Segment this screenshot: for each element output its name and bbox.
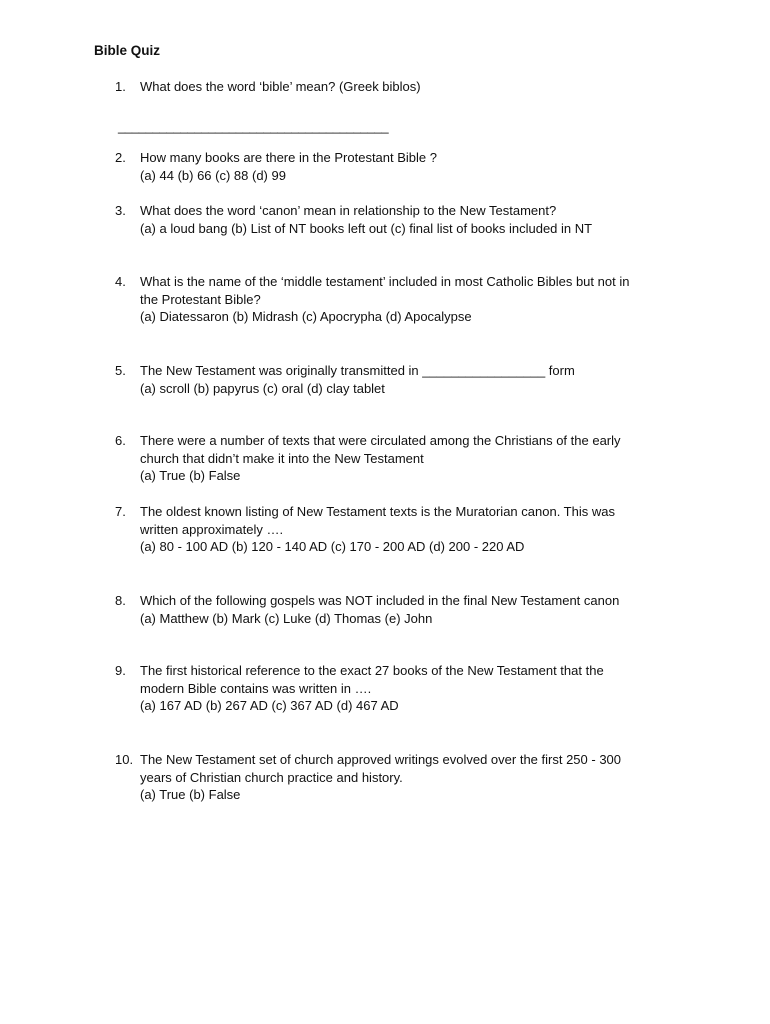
page-title: Bible Quiz <box>94 43 161 58</box>
question-2 <box>115 149 695 184</box>
question-text-continued: years of Christian church practice and history. <box>140 769 403 785</box>
question-10 <box>115 751 695 804</box>
question-number: 2. <box>115 150 126 165</box>
question-line <box>115 273 695 291</box>
answer-options: (a) a loud bang (b) List of NT books left out (c) final list of books included in NT <box>140 220 593 236</box>
question-text: The New Testament set of church approved writings evolved over the first 250 - 300 <box>140 752 622 767</box>
question-4 <box>115 273 695 326</box>
question-number: 4. <box>115 274 126 289</box>
question-number: 10. <box>115 752 134 767</box>
question-text: The first historical reference to the exact 27 books of the New Testament that the <box>140 663 604 678</box>
answer-options: (a) True (b) False <box>140 787 241 803</box>
answer-blank-line: _______________________________________ <box>118 119 389 134</box>
question-number: 8. <box>115 593 126 608</box>
question-line <box>115 592 695 610</box>
question-3 <box>115 202 695 237</box>
question-line <box>115 662 695 680</box>
question-number: 6. <box>115 433 126 448</box>
answer-options: (a) 80 - 100 AD (b) 120 - 140 AD (c) 170 - 200 AD (d) 200 - 220 AD <box>140 539 525 555</box>
question-line <box>115 432 695 450</box>
answer-options: (a) scroll (b) papyrus (c) oral (d) clay tablet <box>140 380 385 396</box>
question-number: 7. <box>115 504 126 519</box>
question-text: What is the name of the ‘middle testament’ included in most Catholic Bibles but not in <box>140 274 630 289</box>
question-5 <box>115 362 695 397</box>
question-line <box>115 503 695 521</box>
question-text: The oldest known listing of New Testament texts is the Muratorian canon. This was <box>140 504 615 519</box>
question-text-continued: written approximately …. <box>140 521 284 537</box>
answer-options: (a) 167 AD (b) 267 AD (c) 367 AD (d) 467 AD <box>140 698 399 714</box>
question-line <box>115 202 695 220</box>
question-text: There were a number of texts that were circulated among the Christians of the early <box>140 433 621 448</box>
question-text: Which of the following gospels was NOT included in the final New Testament canon <box>140 593 620 608</box>
question-line <box>115 362 695 380</box>
question-9 <box>115 662 695 715</box>
question-text-continued: the Protestant Bible? <box>140 291 261 307</box>
question-7 <box>115 503 695 556</box>
question-number: 1. <box>115 79 126 94</box>
question-number: 3. <box>115 203 126 218</box>
question-text: How many books are there in the Protestant Bible ? <box>140 150 437 165</box>
question-line <box>115 149 695 167</box>
question-1 <box>115 78 695 96</box>
question-text: The New Testament was originally transmitted in _________________ form <box>140 363 575 378</box>
answer-options: (a) 44 (b) 66 (c) 88 (d) 99 <box>140 167 286 183</box>
question-text: What does the word ‘bible’ mean? (Greek biblos) <box>140 79 421 94</box>
answer-options: (a) True (b) False <box>140 468 241 484</box>
question-8 <box>115 592 695 627</box>
question-number: 9. <box>115 663 126 678</box>
question-text: What does the word ‘canon’ mean in relationship to the New Testament? <box>140 203 557 218</box>
question-number: 5. <box>115 363 126 378</box>
question-text-continued: church that didn’t make it into the New Testament <box>140 450 424 466</box>
question-line <box>115 78 695 96</box>
question-text-continued: modern Bible contains was written in …. <box>140 680 372 696</box>
question-6 <box>115 432 695 485</box>
answer-options: (a) Diatessaron (b) Midrash (c) Apocrypha (d) Apocalypse <box>140 309 472 325</box>
answer-options: (a) Matthew (b) Mark (c) Luke (d) Thomas (e) John <box>140 610 433 626</box>
question-line <box>115 751 695 769</box>
